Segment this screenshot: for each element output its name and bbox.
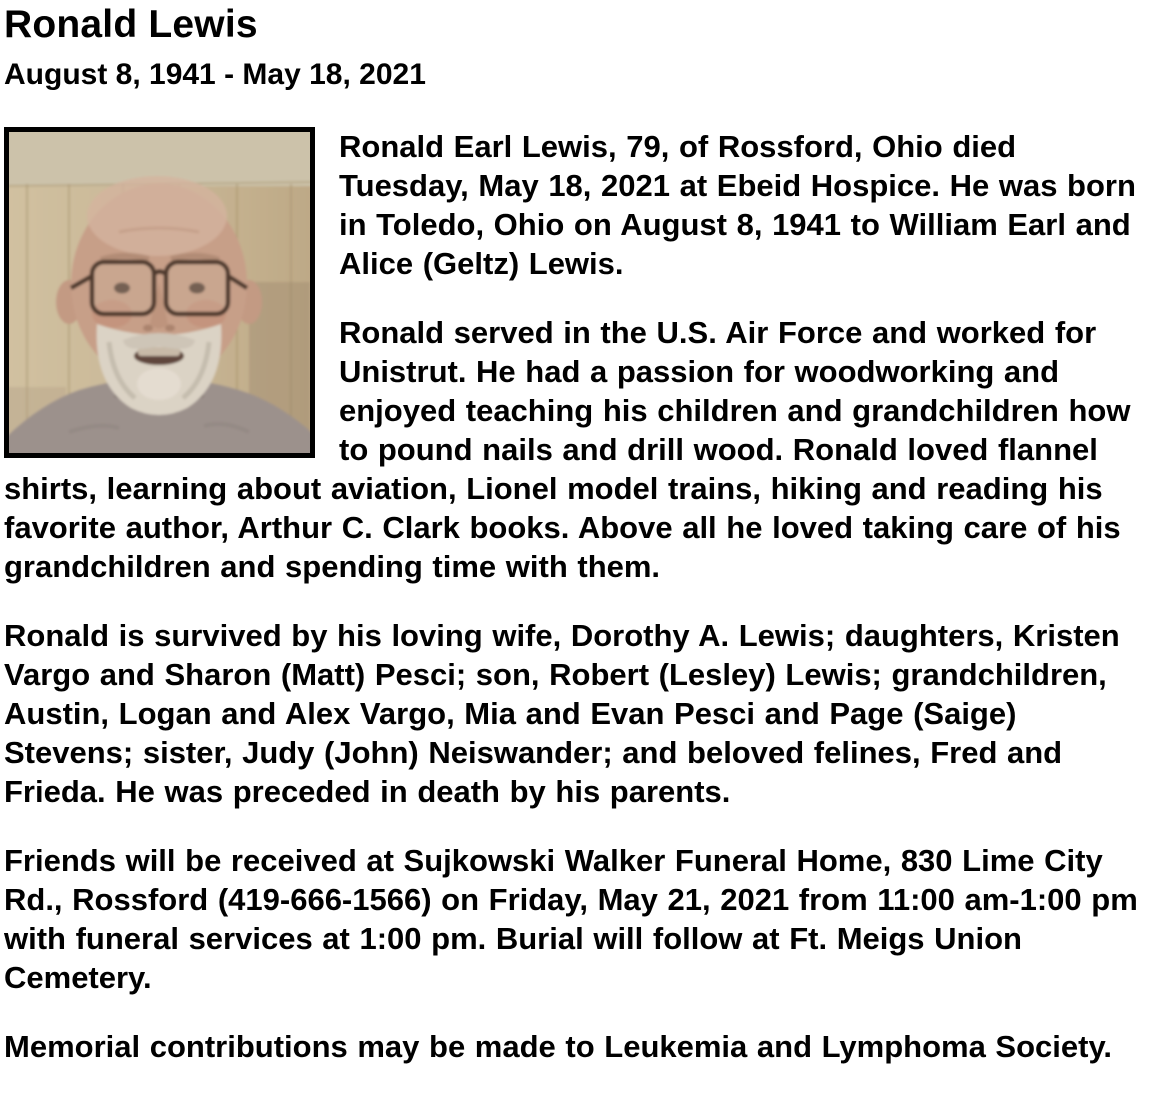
life-dates: August 8, 1941 - May 18, 2021 (4, 58, 426, 91)
obituary-paragraph: Memorial contributions may be made to Leukemia and Lymphoma Society. (4, 1029, 1113, 1064)
obituary-paragraph: Ronald is survived by his loving wife, Dorothy A. Lewis; daughters, Kristen Vargo and Sharon (Matt) Pesci; son, Robert (Lesley) Lewis; grandchildren, Austin, Logan and Alex Vargo, Mia and Evan Pesci and Page (Saige) Stevens; sister, Judy (John) Neiswander; and beloved felines, Fred and Frieda. He was preceded in death by his parents. (4, 618, 1120, 809)
man-portrait-image (9, 132, 310, 453)
page-title: Ronald Lewis (4, 3, 258, 46)
obituary-paragraph: Ronald served in the U.S. Air Force and worked for Unistrut. He had a passion for woodworking and enjoyed teaching his children and grandchildren how to pound nails and drill wood. Ronald loved flannel shirts, learning about aviation, Lionel model trains, hiking and reading his favorite author, Arthur C. Clark books. Above all he loved taking care of his grandchildren and spending time with them. (4, 315, 1131, 584)
obituary-paragraph: Ronald Earl Lewis, 79, of Rossford, Ohio died Tuesday, May 18, 2021 at Ebeid Hospice. He was born in Toledo, Ohio on August 8, 1941 to William Earl and Alice (Geltz) Lewis. (339, 129, 1136, 281)
obituary-page (4, 4, 1146, 1096)
obituary-body (4, 127, 1146, 1096)
obituary-paragraph: Friends will be received at Sujkowski Walker Funeral Home, 830 Lime City Rd., Rossford (419-666-1566) on Friday, May 21, 2021 from 11:00 am-1:00 pm with funeral services at 1:00 pm. Burial will follow at Ft. Meigs Union Cemetery. (4, 843, 1138, 995)
portrait-photo (4, 127, 315, 458)
